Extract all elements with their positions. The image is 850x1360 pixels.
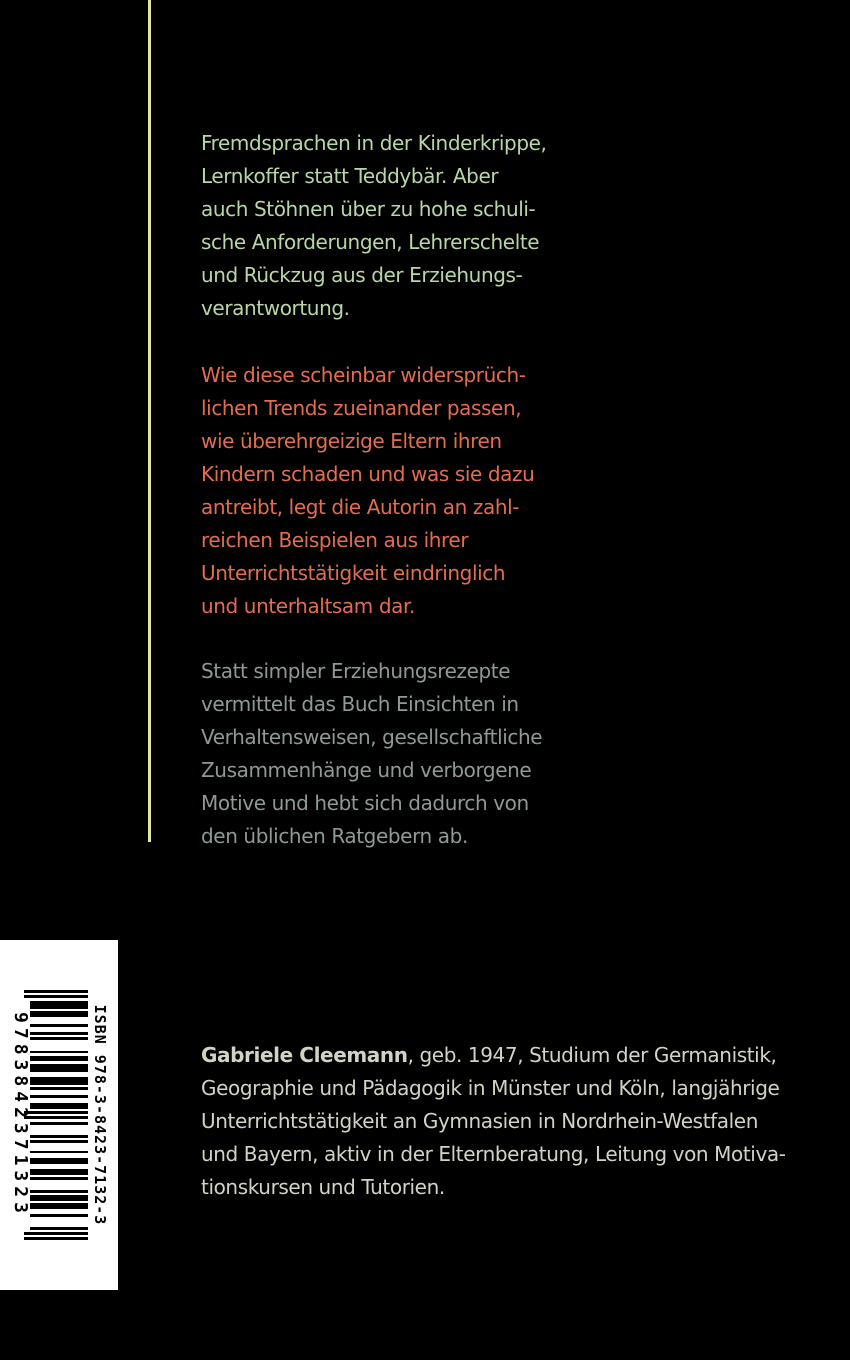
bio-line: und Bayern, aktiv in der Elternberatung, Leitung von Motiva-	[201, 1142, 786, 1166]
text-line: und Rückzug aus der Erziehungs-	[201, 263, 523, 287]
isbn-label: ISBN 978-3-8423-7132-3	[91, 1004, 109, 1226]
barcode-bar	[30, 1006, 88, 1009]
ean-digits: 9783842371323	[10, 1012, 31, 1218]
barcode-bar	[30, 1087, 88, 1090]
barcode-bar	[24, 1111, 88, 1114]
barcode-bar	[30, 1037, 88, 1040]
author-name: Gabriele Cleemann	[201, 1043, 408, 1067]
text-line: und unterhaltsam dar.	[201, 594, 415, 618]
bio-line: tionskursen und Tutorien.	[201, 1175, 445, 1199]
text-line: Kindern schaden und was sie dazu	[201, 462, 535, 486]
text-line: Statt simpler Erziehungsrezepte	[201, 659, 511, 683]
barcode-bar	[30, 1122, 88, 1125]
barcode-bar	[30, 1214, 88, 1217]
text-line: Unterrichtstätigkeit eindringlich	[201, 561, 506, 585]
text-line: Wie diese scheinbar widersprüch-	[201, 363, 526, 387]
bio-line-1	[201, 1039, 786, 1072]
barcode-bar	[30, 1135, 88, 1138]
text-line: Lernkoffer statt Teddybär. Aber	[201, 164, 499, 188]
barcode-bar	[30, 1069, 88, 1072]
barcode-bar	[30, 1106, 88, 1109]
text-line: Fremdsprachen in der Kinderkrippe,	[201, 131, 547, 155]
text-line: auch Stöhnen über zu hohe schuli-	[201, 197, 536, 221]
barcode-bar	[30, 1058, 88, 1061]
barcode-bar	[24, 995, 88, 998]
blurb-paragraph-2	[201, 359, 534, 623]
bio-line-1-rest: , geb. 1947, Studium der Germanistik,	[407, 1043, 777, 1067]
barcode-bar	[24, 1237, 88, 1240]
barcode-bars	[30, 990, 88, 1240]
text-line: Verhaltensweisen, gesellschaftliche	[201, 725, 543, 749]
barcode-bar	[30, 1172, 88, 1175]
text-line: Motive und hebt sich dadurch von	[201, 791, 529, 815]
vertical-rule	[148, 0, 151, 842]
barcode-panel	[0, 940, 118, 1290]
text-line: sche Anforderungen, Lehrerschelte	[201, 230, 540, 254]
barcode-bar	[30, 1014, 88, 1017]
barcode-bar	[30, 1177, 88, 1180]
barcode-bar	[30, 1095, 88, 1098]
barcode-bar	[30, 1206, 88, 1209]
text-line: Zusammenhänge und verborgene	[201, 758, 532, 782]
author-bio	[201, 1039, 786, 1204]
barcode-rotated-group	[3, 984, 115, 1246]
barcode-bar	[30, 1032, 88, 1035]
barcode-bar	[30, 1051, 88, 1054]
barcode-bar	[30, 1024, 88, 1027]
text-line: lichen Trends zueinander passen,	[201, 396, 522, 420]
barcode-bar	[30, 1198, 88, 1201]
text-line: verantwortung.	[201, 296, 350, 320]
blurb-paragraph-1	[201, 127, 546, 325]
bio-line: Geographie und Pädagogik in Münster und Köln, langjährige	[201, 1076, 780, 1100]
barcode-bar	[30, 1190, 88, 1193]
blurb-paragraph-3	[201, 655, 542, 853]
barcode-bar	[24, 1116, 88, 1119]
barcode-bar	[24, 1232, 88, 1235]
barcode-bar	[30, 1140, 88, 1143]
text-line: den üblichen Ratgebern ab.	[201, 824, 468, 848]
barcode-bar	[30, 1161, 88, 1164]
text-line: antreibt, legt die Autorin an zahl-	[201, 495, 520, 519]
barcode-bar	[30, 1227, 88, 1230]
bio-line: Unterrichtstätigkeit an Gymnasien in Nordrhein-Westfalen	[201, 1109, 758, 1133]
barcode-bar	[30, 1082, 88, 1085]
text-line: wie überehrgeizige Eltern ihren	[201, 429, 502, 453]
text-line: reichen Beispielen aus ihrer	[201, 528, 469, 552]
barcode-bar	[24, 990, 88, 993]
text-line: vermittelt das Buch Einsichten in	[201, 692, 519, 716]
barcode-bar	[30, 1151, 88, 1154]
